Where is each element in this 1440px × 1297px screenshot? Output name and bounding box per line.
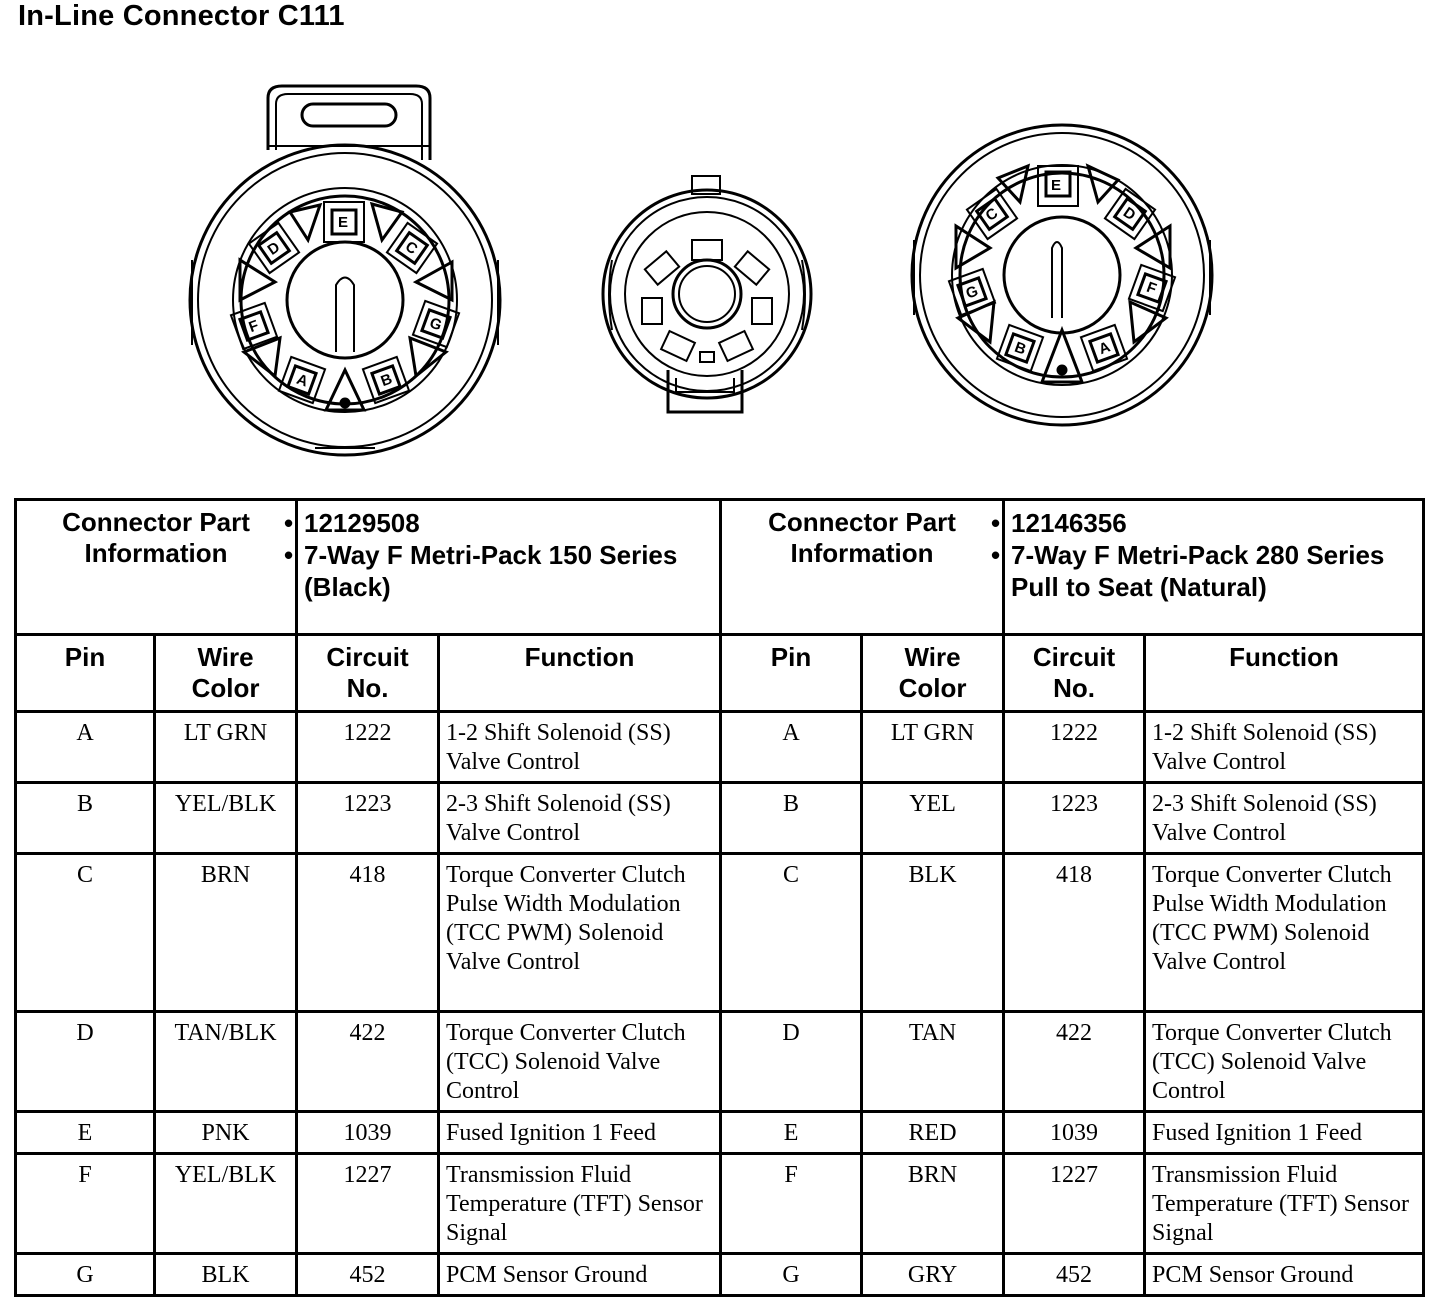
table-row	[16, 1154, 1424, 1254]
circuit-cell: 452	[1004, 1254, 1145, 1296]
function-cell: PCM Sensor Ground	[1145, 1254, 1424, 1296]
pin-cell: F	[16, 1154, 155, 1254]
function-cell: Transmission Fluid Temperature (TFT) Sensor Signal	[1145, 1154, 1424, 1254]
right-part-number: • 12146356	[1011, 507, 1416, 539]
wire-color-cell: YEL/BLK	[155, 1154, 297, 1254]
table-row	[16, 854, 1424, 1012]
header-circuit-no: Circuit No.	[297, 635, 439, 712]
circuit-cell: 1227	[297, 1154, 439, 1254]
svg-text:A: A	[1096, 338, 1113, 359]
middle-cavity	[692, 240, 722, 260]
wire-color-cell: LT GRN	[862, 712, 1004, 783]
middle-connector	[603, 176, 811, 412]
table-row	[16, 1112, 1424, 1154]
column-header-row	[16, 635, 1424, 712]
left-connector-info-label: Connector Part Information	[16, 500, 297, 635]
function-cell: Fused Ignition 1 Feed	[439, 1112, 721, 1154]
page-title: In-Line Connector C111	[18, 0, 345, 32]
header-pin: Pin	[721, 635, 862, 712]
pin-cell: D	[721, 1012, 862, 1112]
right-connector-info-label: Connector Part Information	[721, 500, 1004, 635]
right-pin-G	[949, 269, 995, 315]
wire-color-cell: YEL/BLK	[155, 783, 297, 854]
svg-text:G: G	[427, 314, 445, 335]
pin-cell: G	[16, 1254, 155, 1296]
svg-text:B: B	[1012, 338, 1029, 359]
svg-text:G: G	[963, 282, 981, 303]
circuit-cell: 1222	[297, 712, 439, 783]
left-pin-E	[324, 202, 364, 242]
middle-outer-ring	[603, 190, 811, 398]
wire-color-cell: BLK	[155, 1254, 297, 1296]
svg-text:D: D	[264, 238, 284, 259]
svg-text:F: F	[1144, 278, 1159, 298]
header-function: Function	[1145, 635, 1424, 712]
pin-cell: F	[721, 1154, 862, 1254]
svg-text:C: C	[401, 238, 421, 259]
table-row	[16, 1012, 1424, 1112]
header-pin: Pin	[16, 635, 155, 712]
circuit-cell: 418	[297, 854, 439, 1012]
svg-text:E: E	[1051, 177, 1062, 194]
circuit-cell: 1039	[1004, 1112, 1145, 1154]
function-cell: Torque Converter Clutch (TCC) Solenoid Valve Control	[1145, 1012, 1424, 1112]
left-connector	[190, 86, 500, 455]
circuit-cell: 1223	[297, 783, 439, 854]
wire-color-cell: YEL	[862, 783, 1004, 854]
function-cell: Fused Ignition 1 Feed	[1145, 1112, 1424, 1154]
left-pin-C	[387, 223, 437, 273]
wire-color-cell: TAN	[862, 1012, 1004, 1112]
circuit-cell: 1227	[1004, 1154, 1145, 1254]
header-function: Function	[439, 635, 721, 712]
right-pin-B	[997, 325, 1043, 371]
table-row	[16, 712, 1424, 783]
pin-cell: E	[721, 1112, 862, 1154]
table-row	[16, 783, 1424, 854]
left-part-description: • 7-Way F Metri-Pack 150 Series (Black)	[304, 539, 713, 603]
right-pin-C	[967, 189, 1017, 239]
svg-text:C: C	[982, 204, 1002, 225]
wire-color-cell: BRN	[155, 854, 297, 1012]
svg-text:B: B	[378, 370, 395, 391]
left-pin-G	[413, 301, 459, 347]
svg-text:A: A	[294, 370, 311, 391]
connector-info-row	[16, 500, 1424, 635]
circuit-cell: 1223	[1004, 783, 1145, 854]
pin-cell: A	[16, 712, 155, 783]
left-center-hole	[287, 242, 403, 358]
pin-cell: B	[721, 783, 862, 854]
wire-color-cell: RED	[862, 1112, 1004, 1154]
table-row	[16, 1254, 1424, 1296]
wire-color-cell: TAN/BLK	[155, 1012, 297, 1112]
right-connector	[912, 125, 1212, 425]
svg-text:E: E	[338, 214, 349, 231]
function-cell: Torque Converter Clutch Pulse Width Modulation (TCC PWM) Solenoid Valve Control	[1145, 854, 1424, 1012]
circuit-cell: 1039	[297, 1112, 439, 1154]
svg-text:D: D	[1119, 204, 1139, 225]
right-pin-A	[1081, 325, 1127, 371]
header-wire-color: Wire Color	[862, 635, 1004, 712]
pinout-table	[14, 498, 1425, 1297]
connector-diagrams	[0, 0, 1440, 490]
function-cell: Transmission Fluid Temperature (TFT) Sensor Signal	[439, 1154, 721, 1254]
wire-color-cell: BRN	[862, 1154, 1004, 1254]
right-pin-D	[1105, 189, 1155, 239]
function-cell: 2-3 Shift Solenoid (SS) Valve Control	[1145, 783, 1424, 854]
circuit-cell: 422	[1004, 1012, 1145, 1112]
wire-color-cell: LT GRN	[155, 712, 297, 783]
right-part-description: • 7-Way F Metri-Pack 280 Series Pull to Seat (Natural)	[1011, 539, 1416, 603]
wire-color-cell: PNK	[155, 1112, 297, 1154]
function-cell: Torque Converter Clutch (TCC) Solenoid Valve Control	[439, 1012, 721, 1112]
function-cell: 1-2 Shift Solenoid (SS) Valve Control	[1145, 712, 1424, 783]
pin-cell: D	[16, 1012, 155, 1112]
wire-color-cell: BLK	[862, 854, 1004, 1012]
function-cell: PCM Sensor Ground	[439, 1254, 721, 1296]
right-connector-info	[1004, 500, 1424, 635]
header-wire-color: Wire Color	[155, 635, 297, 712]
circuit-cell: 452	[297, 1254, 439, 1296]
function-cell: 1-2 Shift Solenoid (SS) Valve Control	[439, 712, 721, 783]
pin-cell: C	[721, 854, 862, 1012]
circuit-cell: 418	[1004, 854, 1145, 1012]
pin-cell: C	[16, 854, 155, 1012]
svg-text:F: F	[246, 317, 261, 337]
left-connector-info	[297, 500, 721, 635]
pin-cell: E	[16, 1112, 155, 1154]
circuit-cell: 1222	[1004, 712, 1145, 783]
pin-cell: B	[16, 783, 155, 854]
circuit-cell: 422	[297, 1012, 439, 1112]
header-circuit-no: Circuit No.	[1004, 635, 1145, 712]
pin-cell: A	[721, 712, 862, 783]
function-cell: 2-3 Shift Solenoid (SS) Valve Control	[439, 783, 721, 854]
pin-cell: G	[721, 1254, 862, 1296]
wire-color-cell: GRY	[862, 1254, 1004, 1296]
left-part-number: • 12129508	[304, 507, 713, 539]
triangle-mark	[290, 205, 320, 240]
function-cell: Torque Converter Clutch Pulse Width Modulation (TCC PWM) Solenoid Valve Control	[439, 854, 721, 1012]
